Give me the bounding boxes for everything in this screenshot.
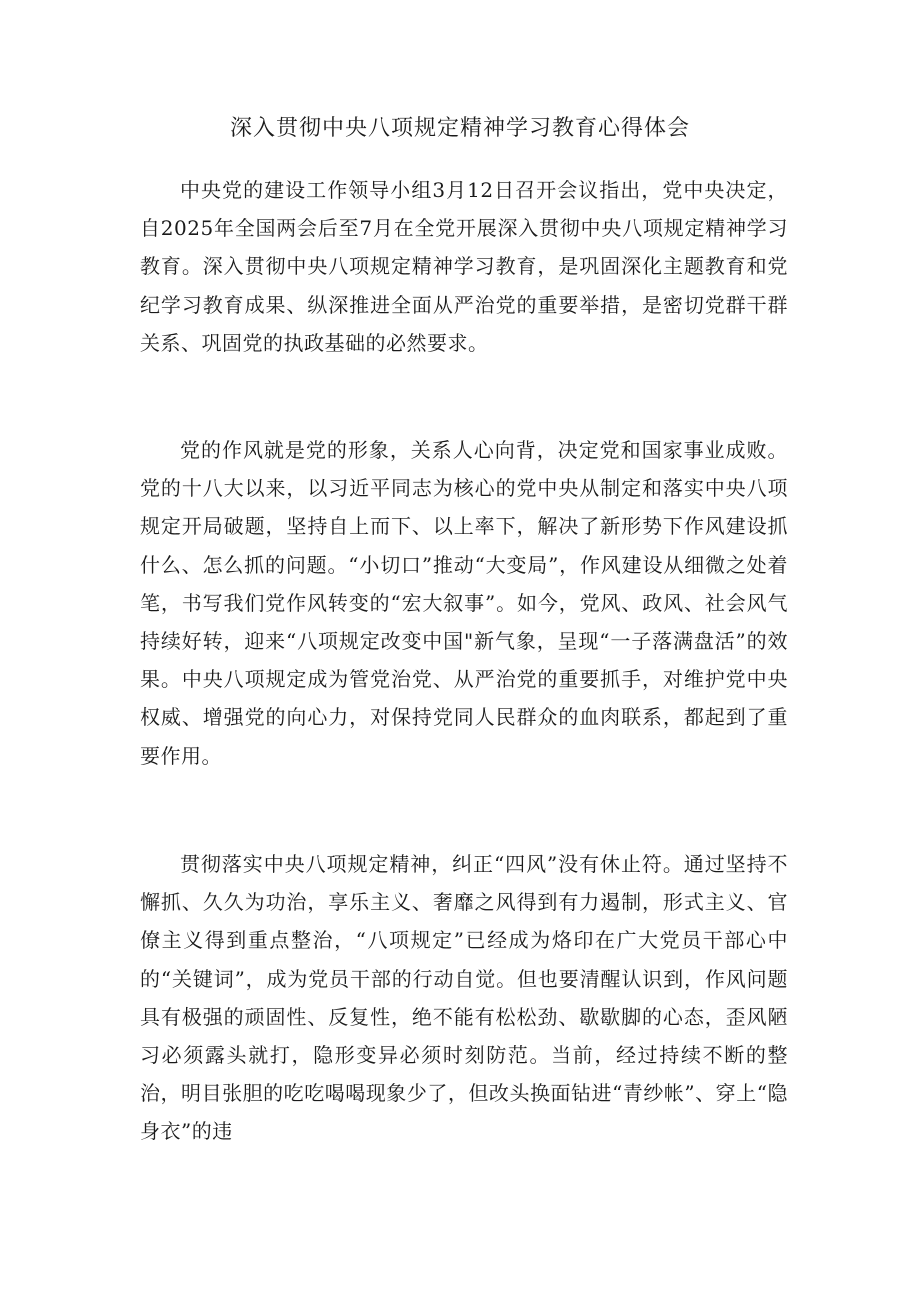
document-title: 深入贯彻中央八项规定精神学习教育心得体会 — [229, 116, 690, 141]
paragraph-3: 贯彻落实中央八项规定精神，纠正“四风”没有休止符。通过坚持不懈抓、久久为功治，享乐主义、奢靡之风得到有力遏制，形式主义、官僚主义得到重点整治，“八项规定”已经成为烙印在广大党员干部心中的“关键词”，成为党员干部的行动自觉。但也要清醒认识到，作风问题具有极强的顽固性、反复性，绝不能有松松劲、歇歇脚的心态，歪风陋习必须露头就打，隐形变异必须时刻防范。当前，经过持续不断的整治，明目张胆的吃吃喝喝现象少了，但改头换面钻进“青纱帐”、穿上“隐身衣”的违 — [140, 852, 788, 1144]
paragraph-2: 党的作风就是党的形象，关系人心向背，决定党和国家事业成败。党的十八大以来，以习近平同志为核心的党中央从制定和落实中央八项规定开局破题，坚持自上而下、以上率下，解决了新形势下作风建设抓什么、怎么抓的问题。“小切口”推动“大变局”，作风建设从细微之处着笔，书写我们党作风转变的“宏大叙事”。如今，党风、政风、社会风气持续好转，迎来“八项规定改变中国"新气象，呈现“一子落满盘活”的效果。中央八项规定成为管党治党、从严治党的重要抓手，对维护党中央权威、增强党的向心力，对保持党同人民群众的血肉联系，都起到了重要作用。 — [140, 438, 788, 768]
paragraph-1: 中央党的建设工作领导小组3月12日召开会议指出，党中央决定，自2025年全国两会后至7月在全党开展深入贯彻中央八项规定精神学习教育。深入贯彻中央八项规定精神学习教育，是巩固深化主题教育和党纪学习教育成果、纵深推进全面从严治党的重要举措，是密切党群干群关系、巩固党的执政基础的必然要求。 — [140, 178, 788, 355]
